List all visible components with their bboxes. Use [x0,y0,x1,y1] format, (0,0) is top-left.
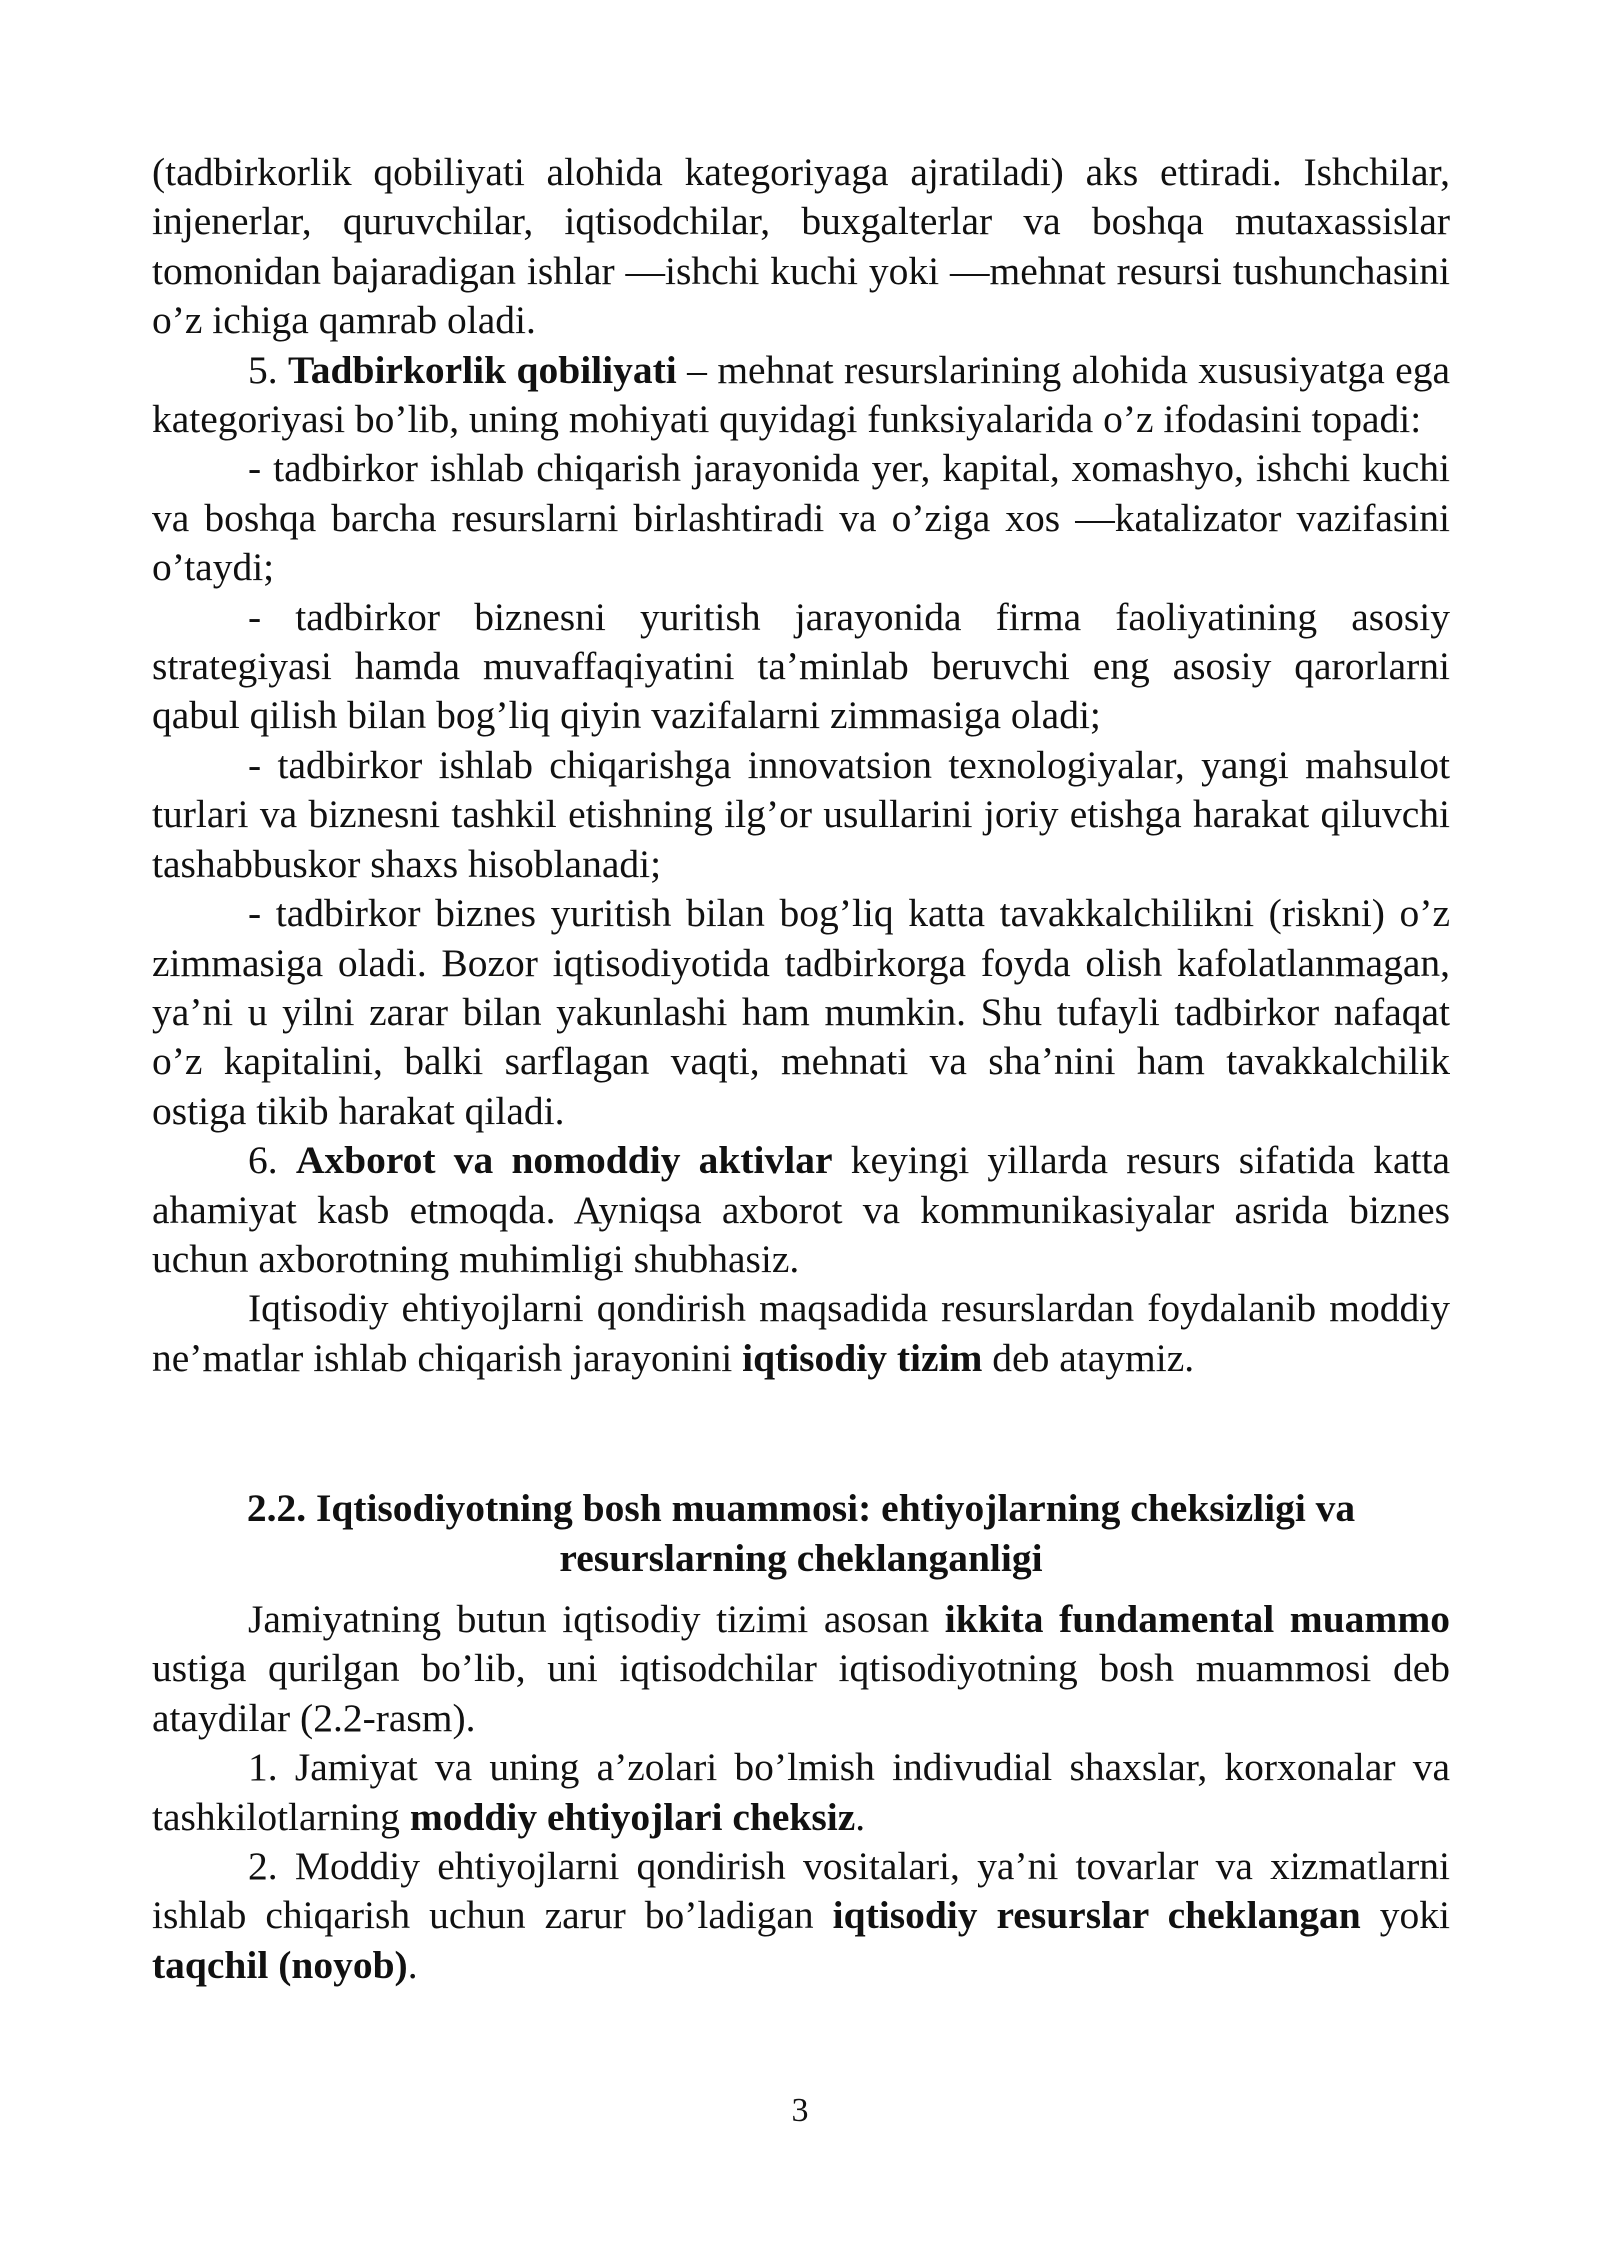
paragraph-number: 6. [248,1138,296,1183]
paragraph-fundamental-problem [152,1595,1450,1743]
term-fundamental-problem: ikkita fundamental muammo [944,1596,1450,1641]
term-economic-system: iqtisodiy tizim [742,1335,983,1380]
paragraph-text: deb ataymiz. [982,1335,1195,1380]
paragraph-text: keyingi yillarda resurs sifatida katta ahamiyat kasb etmoqda. Ayniqsa axborot va kommunikasiyalar asrida biznes uchun axborotning muhimligi shubhasiz. [152,1138,1451,1281]
document-page [152,148,1450,1990]
section-heading: 2.2. Iqtisodiyotning bosh muammosi: ehtiyojlarning cheksizligi va resurslarning cheklanganligi [246,1486,1356,1580]
paragraph-text: . [855,1794,866,1839]
page-number: 3 [791,2092,809,2129]
term-entrepreneurship: Tadbirkorlik qobiliyati [288,347,677,392]
paragraph-text: . [407,1942,418,1987]
numbered-item-2 [152,1842,1450,1990]
term-limited-resources: iqtisodiy resurslar cheklangan [832,1893,1361,1938]
paragraph-text: 1. Jamiyat va uning a’zolari bo’lmish indivudial shaxslar, korxonalar va tashkilotlarning [152,1745,1450,1839]
term-unlimited-needs: moddiy ehtiyojlari cheksiz [409,1794,856,1839]
bullet-item-2: - tadbirkor biznesni yuritish jarayonida firma faoliyatining asosiy strategiyasi hamda muvaffaqiyatini taʼminlab beruvchi eng asosiy qarorlarni qabul qilish bilan bog’liq qiyin vazifalarni zimmasiga oladi; [152,594,1450,738]
paragraph-text: yoki [1360,1893,1450,1938]
paragraph-text: ustiga qurilgan bo’lib, uni iqtisodchilar iqtisodiyotning bosh muammosi deb ataydilar (2.2-rasm). [152,1646,1450,1740]
bullet-item-3: - tadbirkor ishlab chiqarishga innovatsion texnologiyalar, yangi mahsulot turlari va biznesni tashkil etishning ilg’or usullarini joriy etishga harakat qiluvchi tashabbuskor shaxs hisoblanadi; [152,742,1450,886]
paragraph-text: – mehnat resurslarining alohida xususiyatga ega kategoriyasi bo’lib, uning mohiyati quyidagi funksiyalarida o’z ifodasini topadi: [152,347,1450,442]
term-scarce: taqchil (noyob) [152,1942,408,1987]
paragraph-intro: (tadbirkorlik qobiliyati alohida kategoriyaga ajratiladi) aks ettiradi. Ishchilar, injenerlar, quruvchilar, iqtisodchilar, buxgalterlar va boshqa mutaxassislar tomonidan bajaradigan ishlar —ishchi kuchi yoki —mehnat resursi tushunchasini o’z ichiga qamrab oladi. [152,150,1450,343]
paragraph-economic-system [152,1284,1450,1383]
numbered-item-1 [152,1743,1450,1842]
term-information-assets: Axborot va nomoddiy aktivlar [295,1138,833,1183]
paragraph-text: Jamiyatning butun iqtisodiy tizimi asosan [248,1596,945,1641]
bullet-item-4: - tadbirkor biznes yuritish bilan bog’liq katta tavakkalchilikni (riskni) o’z zimmasiga oladi. Bozor iqtisodiyotida tadbirkorga foyda olish kafolatlanmagan, yaʼni u yilni zarar bilan yakunlashi ham mumkin. Shu tufayli tadbirkor nafaqat o’z kapitalini, balki sarflagan vaqti, mehnati va shaʼnini ham tavakkalchilik ostiga tikib harakat qiladi. [152,891,1450,1133]
paragraph-number: 5. [248,347,289,392]
paragraph-entrepreneurship [152,346,1450,445]
paragraph-text: Iqtisodiy ehtiyojlarni qondirish maqsadida resurslardan foydalanib moddiy neʼmatlar ishlab chiqarish jarayonini [152,1286,1450,1380]
paragraph-information [152,1136,1450,1284]
paragraph-text: 2. Moddiy ehtiyojlarni qondirish vositalari, yaʼni tovarlar va xizmatlarni ishlab chiqarish uchun zarur bo’ladigan [152,1844,1450,1938]
bullet-item-1: - tadbirkor ishlab chiqarish jarayonida yer, kapital, xomashyo, ishchi kuchi va boshqa barcha resurslarni birlashtiradi va o’ziga xos —katalizator vazifasini o’taydi; [152,446,1450,590]
